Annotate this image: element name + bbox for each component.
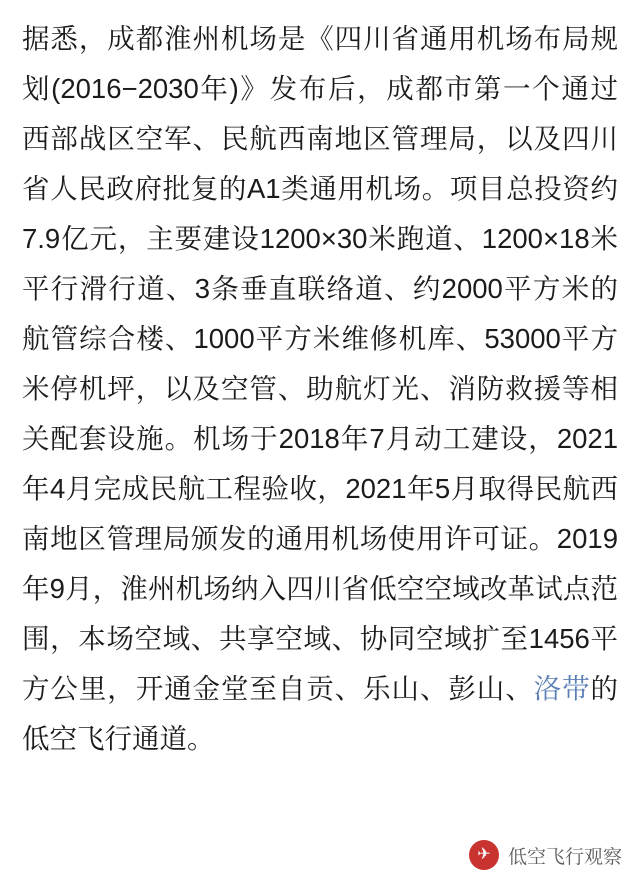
account-name-label: 低空飞行观察 xyxy=(507,846,622,868)
paragraph-lead-text: 据悉，成都淮州机场是《四川省通用机场布局规划(2016−2030年)》发布后，成都市第一个通过西部战区空军、民航西南地区管理局，以及四川省人民政府批复的A1类通用机场。项目总投资约7.9亿元，主要建设1200×30米跑道、1200×18米平行滑行道、3条垂直联络道、约2000平方米的航管综合楼、1000平方米维修机库、53000平方米停机坪，以及空管、助航灯光、消防救援等相关配套设施。机场于2018年7月动工建设，2021年4月完成民航工程验收，2021年5月取得民航西南地区管理局颁发的通用机场使用许可证。2019年9月，淮州机场纳入四川省低空空域改革试点范围，本场空域、共享空域、协同空域扩至1456平方公里，开通金堂至自贡、乐山、彭山、 xyxy=(22,23,618,704)
inline-link-luodai[interactable]: 洛带 xyxy=(533,673,591,704)
airplane-icon xyxy=(469,840,499,870)
footer-bar xyxy=(0,824,640,886)
account-attribution[interactable] xyxy=(469,840,622,870)
article-paragraph xyxy=(22,14,618,764)
airplane-glyph: ✈ xyxy=(477,846,491,863)
paragraph-tail-text: 的低空飞行通道。 xyxy=(22,673,619,754)
